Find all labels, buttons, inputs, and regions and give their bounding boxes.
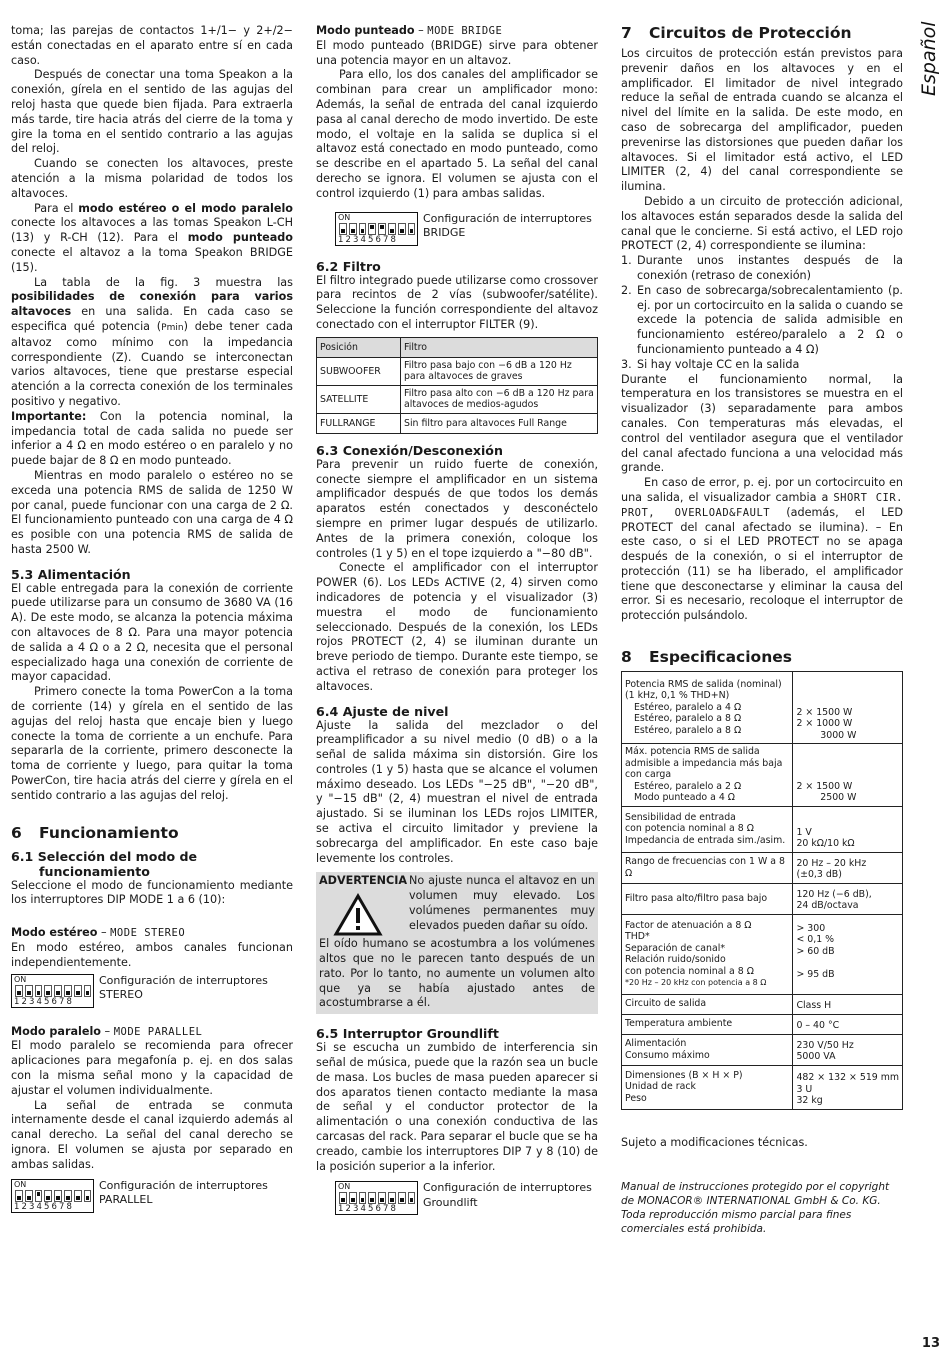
dip-switch-parallel [11, 1179, 94, 1213]
spec-label-line: Estéreo, paralelo a 8 Ω [625, 713, 742, 725]
spec-value-line [796, 684, 899, 696]
list-text: En caso de sobrecarga/sobrecalentamiento (p. ej. por un cortocircuito en la salida o cuando se excede la potencia de salida admisible en funcionamiento estéreo/paralelo a 2 Ω o funcionamiento punteado a 4 Ω) [637, 283, 903, 356]
paragraph: La señal de entrada se conmuta internamente desde el canal izquierdo además al canal derecho. La señal del canal derecho se ignora. El volumen se ajusta por separado en ambas salidas. [11, 1098, 293, 1171]
spec-label-line: Consumo máximo [625, 1049, 710, 1061]
dip-switch-stereo [11, 974, 94, 1008]
spec-label-line: con potencia nominal a 8 Ω [625, 823, 754, 835]
paragraph: Ajuste la salida del mezclador o del preamplificador a su nivel medio (0 dB) o a la señal de salida máxima sin distorsión. Gire los controles (1 y 5) hasta que se alcance el volumen máximo deseado. Los LEDs "−25 dB", "−20 dB", y "−15 dB" (2, 4) muestran el nivel de entrada ajustado. Si se iluminan los LEDs rojos LIMITER, se activa el circuito limitador y previene la sobrecarga del amplificador. En este caso baje levemente los controles. [316, 718, 598, 865]
spec-label-line: Peso [625, 1092, 647, 1104]
text-bold: Modo estéreo [11, 926, 98, 940]
text-bold: modo punteado [187, 231, 293, 245]
warning-top [319, 874, 595, 937]
dip-caption: Configuración de interruptores PARALLEL [99, 1178, 268, 1207]
chapter-title: Especificaciones [649, 648, 792, 667]
dip-switch-diagram [335, 1181, 598, 1215]
subject-note: Sujeto a modificaciones técnicas. [621, 1135, 808, 1149]
list-item [621, 284, 903, 358]
spec-label-line: Temperatura ambiente [625, 1018, 733, 1030]
spec-label [622, 994, 793, 1014]
spec-value-line: 2 × 1500 W [796, 780, 853, 792]
lcd-text: MODE STEREO [110, 927, 186, 940]
page-number: 13 [921, 1336, 940, 1351]
spec-value-line: 230 V/50 Hz [796, 1039, 854, 1051]
dip-on-label: ON [338, 212, 351, 222]
text: Para el [34, 201, 79, 215]
spec-row [622, 852, 903, 883]
spec-label-line: Filtro pasa alto/filtro pasa bajo [625, 892, 768, 904]
spec-label-line: Rango de frecuencias con 1 W a 8 Ω [625, 856, 788, 879]
text: conecte el altavoz a la toma Speakon BRIDGE (15). [11, 245, 293, 274]
spec-label [622, 744, 793, 807]
spec-label-line: Máx. potencia RMS de salida admisible a impedancia más baja con carga [625, 746, 786, 781]
chapter-number: 6 [11, 823, 22, 842]
spec-value-line [796, 980, 899, 992]
spec-row [622, 1034, 903, 1065]
chapter-number: 7 [621, 24, 632, 42]
spec-label [622, 806, 793, 852]
table-row [317, 385, 598, 413]
paragraph: El filtro integrado puede utilizarse como crossover para recintos de 2 vías (subwoofer/satélite). Seleccione la función correspondiente del altavoz conectado con el interruptor FILTER (9). [316, 273, 598, 331]
spec-value-line: Class H [796, 1000, 832, 1012]
spec-row [622, 914, 903, 994]
text: En caso de error, p. ej. por un cortocircuito en una salida, el visualizador cambia a [621, 476, 903, 504]
chapter-number: 8 [621, 648, 632, 667]
protect-list [621, 254, 903, 372]
text-bold: Importante: [11, 409, 87, 423]
spec-label [622, 1014, 793, 1034]
section-heading: 5.3 Alimentación [11, 566, 131, 582]
table-row [317, 413, 598, 433]
spec-label-line: Circuito de salida [625, 998, 707, 1010]
list-text: Durante unos instantes después de la conexión (retraso de conexión) [637, 254, 903, 282]
lcd-text: SHORT CIR. PROT, OVERLOAD&FAULT [621, 491, 903, 519]
spec-label-line: Unidad de rack [625, 1081, 696, 1093]
dip-numbers: 12345678 [338, 1204, 399, 1215]
spec-value-line: > 300 [796, 922, 826, 934]
spec-value-line: 24 dB/octava [796, 900, 859, 912]
paragraph: Conecte el amplificador con el interruptor POWER (6). Los LEDs ACTIVE (2, 4) sirven como indicadores de potencia y el visualizador (3) muestra el modo de funcionamiento seleccionado. Después de la conexión, los LEDs rojos PROTECT (2, 4) se iluminan durante un breve periodo de tiempo. Durante este tiempo, se activa el retraso de conexión para proteger los altavoces. [316, 561, 598, 693]
spec-value [793, 914, 903, 994]
section-heading: 6.5 Interruptor Groundlift [316, 1026, 499, 1042]
spec-label-line: Sensibilidad de entrada [625, 811, 736, 823]
text: ) debe tener cada altavoz como mínimo con la impedancia correspondiente (Z). Cuando se interconectan varios altavoces, tiene que prestarse especial atención a la correcta conexión de los terminales positivo y negativo. [11, 319, 293, 408]
spec-value [793, 883, 903, 914]
spec-value-line: 5000 VA [796, 1051, 836, 1063]
lcd-text: MODE BRIDGE [427, 25, 503, 37]
text-small: Pmin [161, 322, 184, 333]
paragraph: El cable entregada para la conexión de corriente puede utilizarse para un consumo de 3680 VA (16 A). De este modo, se alcanza la potencia máxima con altavoces de 8 Ω. Para una mayor potencia de salida a 4 Ω o a 2 Ω, necesita que el personal especializado haga una conexión de corriente de mayor capacidad. [11, 581, 293, 684]
table-header: Posición [317, 337, 401, 357]
spec-value-line: 2 × 1000 W [796, 718, 853, 730]
spec-value-line: < 0,1 % [796, 934, 835, 946]
spec-value-line: 0 – 40 °C [796, 1020, 840, 1032]
dip-switch-diagram [335, 212, 598, 246]
list-text: Si hay voltaje CC en la salida [637, 357, 800, 371]
paragraph: En modo estéreo, ambos canales funcionan independientemente. [11, 941, 293, 969]
spec-value [793, 1014, 903, 1034]
paragraph: Mientras en modo paralelo o estéreo no se exceda una potencia RMS de salida de 1250 W por canal, puede funcionar con una carga de 2 Ω. El funcionamiento punteado con una carga de 4 Ω es posible con una potencia RMS de salida de hasta 2500 W. [11, 468, 293, 556]
spec-value [793, 806, 903, 852]
section-heading: 6.1 Selección del modo de funcionamiento [11, 848, 198, 879]
dip-switch-bridge [335, 212, 418, 246]
list-number: 3. [621, 357, 632, 371]
paragraph [11, 276, 293, 410]
spec-value-line: (±0,3 dB) [796, 869, 842, 881]
paragraph: toma; las parejas de contactos 1+/1− y 2+/2− están conectadas en el aparato entre sí en cada caso. [11, 24, 293, 67]
paragraph: Los circuitos de protección están previstos para prevenir daños en los altavoces y en el amplificador. El limitador de nivel integrado reduce la señal de entrada cuando se alcanza el nivel del límite en la salida. De este modo, en caso de sobrecarga del amplificador, pueden prevenirse las distorsiones que pueden dañar los altavoces. Si el limitador está activo, el LED LIMITER (2, 4) del canal correspondiente se ilumina. [621, 47, 903, 194]
warning-label-block [319, 874, 409, 937]
spec-label [622, 1034, 793, 1065]
dip-numbers: 12345678 [14, 996, 75, 1007]
spec-value [793, 994, 903, 1014]
spec-row [622, 994, 903, 1014]
dip-caption: Configuración de interruptores Groundlift [423, 1181, 592, 1209]
spec-value-line [796, 758, 899, 770]
spec-label-line: Dimensiones (B × H × P) [625, 1069, 743, 1081]
section-heading: 6.4 Ajuste de nivel [316, 703, 449, 719]
chapter-title: Funcionamiento [39, 823, 179, 842]
spec-label [622, 914, 793, 994]
text: conecte los altavoces a las tomas Speakon L-CH (13) y R-CH (12). Para el [11, 216, 293, 245]
spec-value-line: 3 U [796, 1083, 813, 1095]
spec-value-line: 32 kg [796, 1095, 823, 1107]
spec-label-line: Factor de atenuación a 8 Ω [625, 919, 752, 931]
spec-label-line: Relación ruido/sonido [625, 954, 726, 966]
column-3 [621, 24, 903, 1236]
mode-heading [11, 926, 293, 941]
table-cell: Filtro pasa bajo con −6 dB a 120 Hz para altavoces de graves [401, 357, 598, 385]
spec-label [622, 672, 793, 744]
paragraph: Seleccione el modo de funcionamiento mediante los interruptores DIP MODE 1 a 6 (10): [11, 878, 293, 907]
spec-label-line: THD* [625, 931, 650, 943]
paragraph: Después de conectar una toma Speakon a la conexión, gírela en el sentido de las agujas del reloj hasta que quede bien fijada. Para extraerla más tarde, tire hacia atrás del cierre de la toma y gire la toma en el sentido contrario a las agujas del reloj. [11, 68, 293, 156]
paragraph [621, 476, 903, 624]
text: (además, el LED PROTECT del canal afectado se ilumina). – En este caso, o si el LED PROTECT no se apaga después de la conexión, o si el interruptor de protección (11) se ha liberado, el amplificador tiene que desconectarse y eliminar la causa del error. Si es necesario, recoloque el interruptor de protección pulsándolo. [621, 505, 903, 623]
text: Con la potencia nominal, la impedancia total de cada salida no puede ser inferior a 4 Ω en modo estéreo o en paralelo y no puede bajar de 8 Ω en modo punteado. [11, 409, 293, 468]
lcd-text: MODE PARALLEL [113, 1025, 203, 1038]
spec-value [793, 744, 903, 807]
dip-numbers: 12345678 [14, 1201, 75, 1212]
spec-label-line: Impedancia de entrada sim./asim. [625, 834, 786, 846]
text-bold: modo estéreo o el modo paralelo [78, 201, 293, 215]
spec-label-line: Estéreo, paralelo a 2 Ω [625, 780, 742, 792]
section-heading: 6.2 Filtro [316, 258, 381, 274]
spec-value-line: > 95 dB [796, 968, 835, 980]
spec-label-line: (1 kHz, 0,1 % THD+N) [625, 690, 730, 702]
spec-label [622, 852, 793, 883]
spec-value-line: 20 kΩ/10 kΩ [796, 838, 855, 850]
spec-label-line: Estéreo, paralelo a 8 Ω [625, 724, 742, 736]
spec-value-line: 482 × 132 × 519 mm [796, 1072, 899, 1084]
filter-table [316, 337, 598, 434]
dip-switch-diagram [11, 1179, 293, 1213]
table-header-row [317, 337, 598, 357]
spec-value-line: 1 V [796, 826, 812, 838]
column-1 [11, 24, 293, 1213]
spec-value-line [796, 815, 899, 827]
spec-row [622, 1014, 903, 1034]
spec-row [622, 744, 903, 807]
spec-row [622, 806, 903, 852]
text: en una salida. En cada caso se especifica qué potencia ( [11, 305, 293, 333]
table-cell: SATELLITE [317, 385, 401, 413]
dip-on-label: ON [14, 974, 27, 984]
spec-value-line: 120 Hz (−6 dB), [796, 888, 872, 900]
paragraph: El modo paralelo se recomienda para ofrecer aplicaciones para megafonía p. ej. en dos salas con la misma señal mono y la capacidad de ajustar el volumen individualmente. [11, 1039, 293, 1097]
spec-label-line: Estéreo, paralelo a 4 Ω [625, 701, 742, 713]
spec-label-line: Modo punteado a 4 Ω [625, 792, 735, 804]
chapter-heading [621, 24, 903, 43]
warning-triangle-icon [333, 893, 383, 937]
section-heading: 6.3 Conexión/Desconexión [316, 442, 503, 458]
side-label-text: Español [918, 21, 940, 96]
text: – [100, 1024, 114, 1038]
paragraph: El modo punteado (BRIDGE) sirve para obtener una potencia mayor en un altavoz. [316, 38, 598, 67]
text: – [414, 24, 428, 37]
spec-value-line [796, 769, 899, 781]
text-bold: Modo punteado [316, 24, 415, 37]
paragraph: Para ello, los dos canales del amplificador se combinan para crear un amplificador mono: Además, la señal de entrada del canal izquierdo pasa al canal derecho de modo invertido. De este modo, el voltaje en la salida se duplica si el altavoz está conectado en modo punteado, como se describe en el apartado 5. La señal del canal derecho se ignora. El volumen se ajusta con el control izquierdo (1) para ambas salidas. [316, 68, 598, 200]
spec-value-line: 2500 W [796, 792, 857, 804]
column-2 [316, 24, 598, 1215]
table-header: Filtro [401, 337, 598, 357]
warning-text: No ajuste nunca el altavoz en un volumen muy elevado. Los volúmenes permanentes muy elevados pueden dañar su oído. [409, 874, 595, 932]
table-row [317, 357, 598, 385]
warning-label: ADVERTENCIA [319, 874, 408, 888]
spec-value-line: 3000 W [796, 729, 857, 741]
spec-label-line: Alimentación [625, 1038, 687, 1050]
dip-on-label: ON [14, 1179, 27, 1189]
text-bold: Modo paralelo [11, 1024, 101, 1038]
spec-row [622, 883, 903, 914]
spec-label-line: con potencia nominal a 8 Ω [625, 965, 754, 977]
mode-heading [11, 1025, 293, 1040]
chapter-heading [11, 824, 293, 843]
paragraph: Si se escucha un zumbido de interferencia sin señal de música, puede que la razón sea un bucle de masa. Los bucles de masa pueden aparecer si dos aparatos tienen contacto mediante la masa de señal y el conductor protector de la alimentación o una conexión conductiva de las carcasas del rack. Para separar el bucle que se ha creado, cambie los interruptores DIP 7 y 8 (10) de la posición superior a la inferior. [316, 1041, 598, 1173]
spec-label [622, 1065, 793, 1109]
table-cell: Sin filtro para altavoces Full Range [401, 413, 598, 433]
spec-value [793, 1065, 903, 1109]
chapter-title: Circuitos de Protección [649, 24, 852, 42]
spec-value-line: 20 Hz – 20 kHz [796, 857, 867, 869]
text-bold: posibilidades de conexión para varios altavoces [11, 290, 293, 319]
list-item [621, 358, 903, 373]
dip-on-label: ON [338, 1182, 351, 1192]
table-cell: SUBWOOFER [317, 357, 401, 385]
paragraph: Durante el funcionamiento normal, la temperatura en los transistores se muestra en el visualizador (3) separadamente para ambos canales. Con temperaturas más elevadas, el control del ventilador asegura que el ventilador del canal afectado funciona a una velocidad más grande. [621, 372, 903, 475]
paragraph: Primero conecte la toma PowerCon a la toma de corriente (14) y gírela en el sentido de las agujas del reloj hasta que encaje bien y luego conecte la toma de corriente a un enchufe. Para separarla de la corriente, primero desconecte la toma de corriente y luego, para quitar la toma PowerCon, tire hacia atrás del cierre y gírela en el sentido contrario a las agujas del reloj. [11, 685, 293, 802]
warning-box [316, 872, 598, 1014]
paragraph: Debido a un circuito de protección adicional, los altavoces están separados desde la salida del canal que le concierne. Si está activo, el LED rojo PROTECT (2, 4) correspondiente se ilumina: [621, 194, 903, 253]
table-cell: FULLRANGE [317, 413, 401, 433]
paragraph: Cuando se conecten los altavoces, preste atención a la misma polaridad de todos los altavoces. [11, 157, 293, 200]
spec-value [793, 1034, 903, 1065]
list-number: 2. [621, 283, 632, 297]
spec-value-line [796, 695, 899, 707]
dip-numbers: 12345678 [338, 234, 399, 245]
spec-value [793, 852, 903, 883]
copyright-note: Manual de instrucciones protegido por el copyright de MONACOR® INTERNATIONAL GmbH & Co. KG. Toda reproducción mismo parcial para fines comerciales está prohibida. [621, 1181, 890, 1236]
list-number: 1. [621, 254, 632, 268]
list-item [621, 254, 903, 284]
spec-value-line [796, 957, 899, 969]
chapter-heading [621, 648, 903, 667]
mode-heading [316, 24, 598, 39]
spec-label-line: Separación de canal* [625, 942, 726, 954]
warning-text: El oído humano se acostumbra a los volúmenes altos que no le parecen tanto después de un rato. Por lo tanto, no aumente un volumen alto que ya se había ajustado antes de acostumbrarse a él. [319, 937, 595, 1010]
spec-value-line: 2 × 1500 W [796, 706, 853, 718]
language-side-label [915, 20, 941, 100]
dip-switch-diagram [11, 974, 293, 1008]
spec-label-line: *20 Hz – 20 kHz con potencia a 8 Ω [625, 978, 767, 988]
text: – [97, 926, 111, 940]
spec-row [622, 1065, 903, 1109]
dip-caption: Configuración de interruptores BRIDGE [423, 211, 592, 240]
spec-value [793, 672, 903, 744]
specifications-table [621, 671, 903, 1110]
spec-value-line: > 60 dB [796, 945, 835, 957]
paragraph: Para prevenir un ruido fuerte de conexión, conecte siempre el amplificador en un sistema amplificador después de que todos los demás aparatos estén conectados y desconéctelo siempre en primer lugar después de utilizarlo. Antes de la primera conexión, coloque los controles (1 y 5) en el tope izquierdo a "−80 dB". [316, 457, 598, 560]
dip-caption: Configuración de interruptores STEREO [99, 973, 268, 1002]
paragraph [11, 410, 293, 469]
text: La tabla de la fig. 3 muestra las [34, 275, 293, 289]
paragraph [11, 202, 293, 276]
spec-row [622, 672, 903, 744]
spec-label [622, 883, 793, 914]
spec-label-line: Potencia RMS de salida (nominal) [625, 678, 782, 690]
dip-switch-groundlift [335, 1181, 418, 1215]
table-cell: Filtro pasa alto con −6 dB a 120 Hz para altavoces de medios-agudos [401, 385, 598, 413]
